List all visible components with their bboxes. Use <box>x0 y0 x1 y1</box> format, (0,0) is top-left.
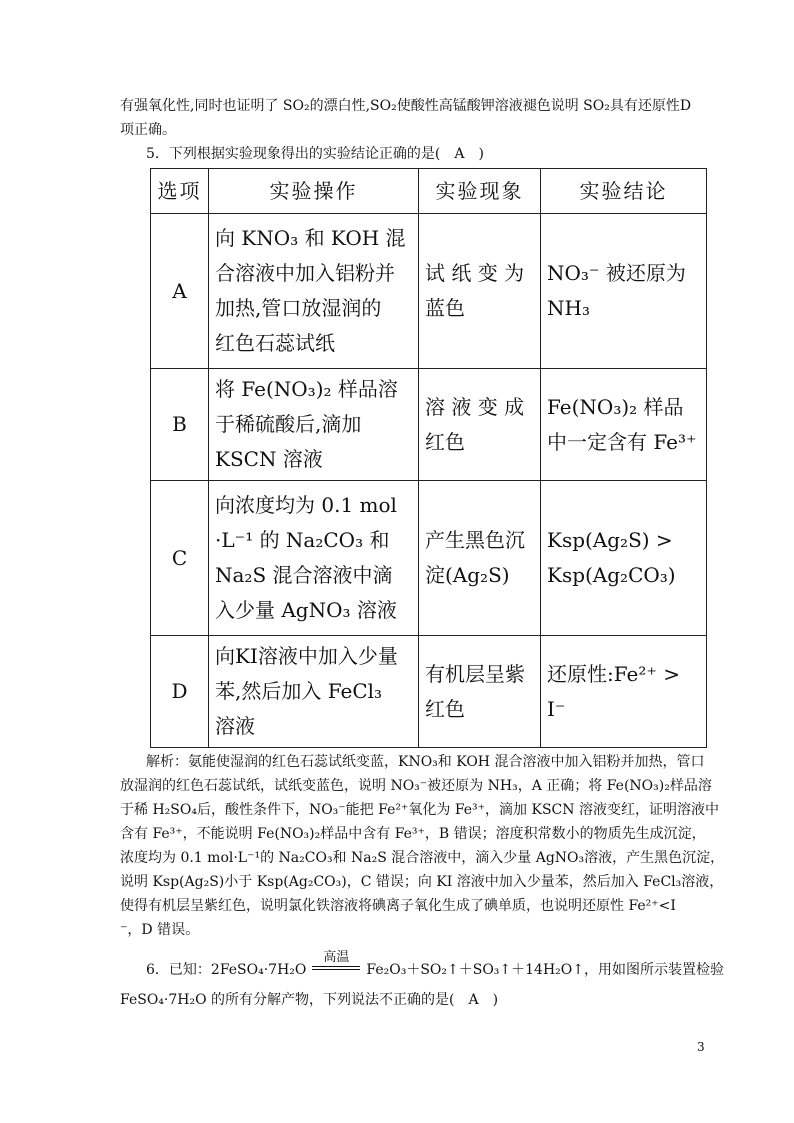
operation-cell <box>209 481 419 636</box>
table-row-b <box>151 369 707 481</box>
header-phenomenon: 实验现象 <box>419 169 541 214</box>
operation-line: 红色石蕊试纸 <box>215 331 335 355</box>
table-row-d <box>151 636 707 748</box>
operation-line: 向 KNO₃ 和 KOH 混 <box>215 226 406 250</box>
operation-cell <box>209 369 419 481</box>
conclusion-line: Fe(NO₃)₂ 样品 <box>547 394 684 419</box>
analysis-line: 使得有机层呈紫红色，说明氯化铁溶液将碘离子氧化生成了碘单质，也说明还原性 Fe²⁺<I <box>120 898 676 914</box>
conclusion-cell <box>541 214 707 369</box>
option-cell: B <box>151 369 209 481</box>
equals-sign <box>312 966 360 970</box>
conclusion-line: I⁻ <box>547 696 566 721</box>
question-6-stem-line-2: FeSO₄·7H₂O 的所有分解产物，下列说法不正确的是( A ) <box>120 992 499 1008</box>
conclusion-cell <box>541 369 707 481</box>
phenomenon-cell <box>419 214 541 369</box>
conclusion-cell <box>541 481 707 636</box>
condition-label: 高温 <box>323 950 350 965</box>
analysis-line: 浓度均为 0.1 mol·L⁻¹的 Na₂CO₃和 Na₂S 混合溶液中，滴入少量 AgNO₃溶液，产生黑色沉淀， <box>120 850 725 866</box>
operation-line: 合溶液中加入铝粉并 <box>215 261 395 285</box>
equation-products: Fe₂O₃＋SO₂↑＋SO₃↑＋14H₂O↑，用如图所示装置检验 <box>366 962 724 978</box>
operation-line: 加热,管口放湿润的 <box>215 296 382 320</box>
page-number: 3 <box>697 1040 705 1054</box>
conclusion-line: 中一定含有 Fe³⁺ <box>547 429 697 454</box>
question-5-stem: 5．下列根据实验现象得出的实验结论正确的是( A ) <box>146 146 484 162</box>
experiment-table <box>150 168 707 748</box>
operation-line: 向KI溶液中加入少量 <box>215 644 398 668</box>
operation-line: Na₂S 混合溶液中滴 <box>215 563 393 587</box>
intro-line-1: 有强氧化性,同时也证明了 SO₂的漂白性,SO₂使酸性高锰酸钾溶液褪色说明 SO₂具有还原性D <box>120 98 692 114</box>
phenomenon-cell <box>419 369 541 481</box>
phenomenon-line: 红色 <box>425 429 465 454</box>
table-header-row <box>151 169 707 214</box>
operation-line: KSCN 溶液 <box>215 447 323 471</box>
phenomenon-line: 有机层呈紫 <box>425 661 525 686</box>
phenomenon-line: 淀(Ag₂S) <box>425 563 510 587</box>
operation-line: 溶液 <box>215 714 255 738</box>
operation-line: 将 Fe(NO₃)₂ 样品溶 <box>215 377 398 401</box>
phenomenon-line: 溶 液 变 成 <box>425 394 525 419</box>
conclusion-line: Ksp(Ag₂CO₃) <box>547 563 676 587</box>
conclusion-line: 还原性:Fe²⁺ > <box>547 661 681 686</box>
intro-line-2: 项正确。 <box>120 122 176 138</box>
reaction-condition <box>312 950 360 970</box>
analysis-line: ⁻，D 错误。 <box>120 922 200 938</box>
analysis-line: 于稀 H₂SO₄后，酸性条件下，NO₃⁻能把 Fe²⁺氧化为 Fe³⁺，滴加 KSCN 溶液变红，证明溶液中 <box>120 802 719 818</box>
phenomenon-line: 红色 <box>425 696 465 721</box>
analysis-line: 解析：氨能使湿润的红色石蕊试纸变蓝，KNO₃和 KOH 混合溶液中加入铝粉并加热，管口 <box>146 754 705 770</box>
header-operation: 实验操作 <box>209 169 419 214</box>
header-conclusion: 实验结论 <box>541 169 707 214</box>
conclusion-line: NO₃⁻ 被还原为 <box>547 261 686 285</box>
phenomenon-cell <box>419 636 541 748</box>
conclusion-line: Ksp(Ag₂S) > <box>547 528 673 552</box>
phenomenon-line: 产生黑色沉 <box>425 528 525 552</box>
option-cell: C <box>151 481 209 636</box>
equation-reactant: 6．已知：2FeSO₄·7H₂O <box>146 962 307 978</box>
conclusion-line: NH₃ <box>547 296 590 320</box>
operation-line: ·L⁻¹ 的 Na₂CO₃ 和 <box>215 528 390 552</box>
option-cell: A <box>151 214 209 369</box>
operation-cell <box>209 636 419 748</box>
conclusion-cell <box>541 636 707 748</box>
analysis-line: 说明 Ksp(Ag₂S)小于 Ksp(Ag₂CO₃)，C 错误；向 KI 溶液中加入少量苯，然后加入 FeCl₃溶液， <box>120 874 724 890</box>
header-option: 选项 <box>151 169 209 214</box>
operation-line: 向浓度均为 0.1 mol <box>215 493 397 517</box>
table-row-c <box>151 481 707 636</box>
phenomenon-line: 蓝色 <box>425 296 465 320</box>
analysis-line: 放湿润的红色石蕊试纸，试纸变蓝色，说明 NO₃⁻被还原为 NH₃，A 正确；将 Fe(NO₃)₂样品溶 <box>120 778 712 794</box>
phenomenon-line: 试 纸 变 为 <box>425 261 525 285</box>
operation-line: 入少量 AgNO₃ 溶液 <box>215 598 397 622</box>
phenomenon-cell <box>419 481 541 636</box>
analysis-line: 含有 Fe³⁺，不能说明 Fe(NO₃)₂样品中含有 Fe³⁺，B 错误；溶度积常数小的物质先生成沉淀， <box>120 826 706 842</box>
operation-line: 于稀硫酸后,滴加 <box>215 412 362 436</box>
option-cell: D <box>151 636 209 748</box>
operation-cell <box>209 214 419 369</box>
table-row-a <box>151 214 707 369</box>
question-6-stem <box>146 950 724 980</box>
operation-line: 苯,然后加入 FeCl₃ <box>215 679 383 703</box>
